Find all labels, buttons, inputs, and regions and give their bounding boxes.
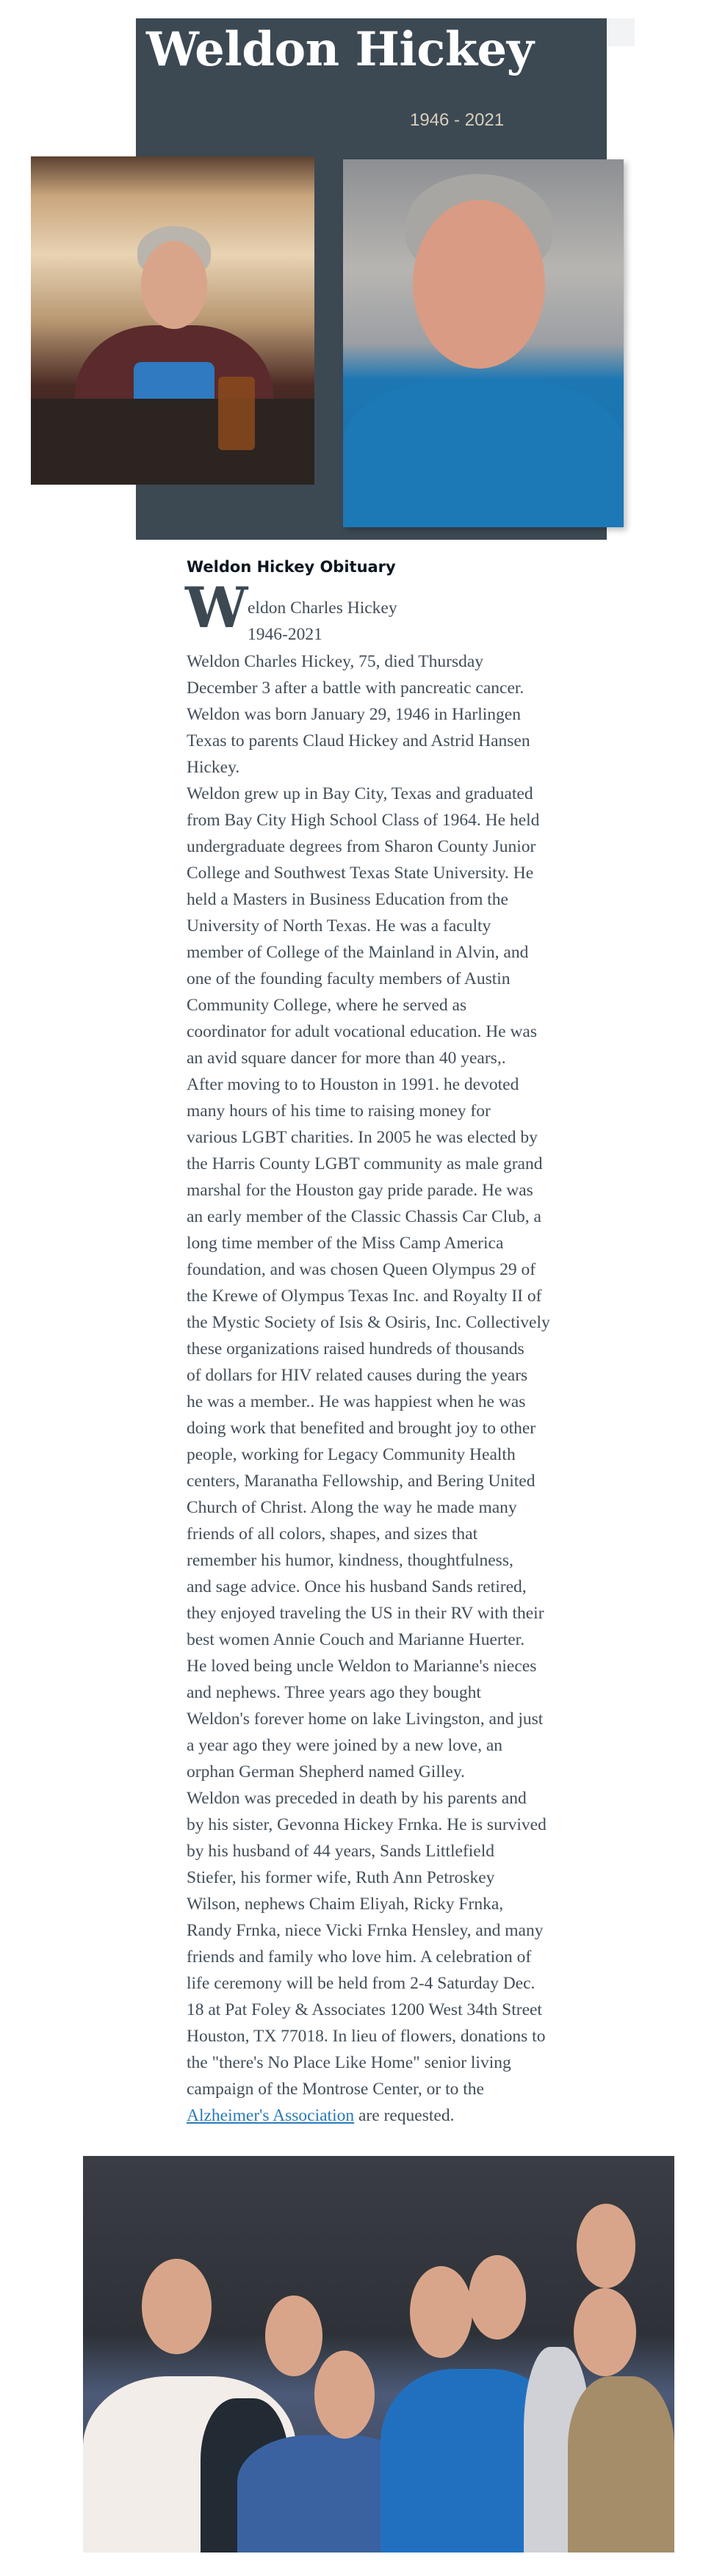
- obituary-line: marshal for the Houston gay pride parade. He was: [187, 1181, 533, 1200]
- obituary-line: College and Southwest Texas State University. He: [187, 864, 534, 883]
- obituary-line: Stiefer, his former wife, Ruth Ann Petroskey: [187, 1868, 495, 1887]
- obituary-line: Church of Christ. Along the way he made many: [187, 1498, 517, 1517]
- obituary-line: from Bay City High School Class of 1964. He held: [187, 811, 540, 830]
- obituary-line: these organizations raised hundreds of thousands: [187, 1339, 524, 1358]
- intro-name: eldon Charles Hickey: [248, 598, 397, 618]
- alzheimers-association-link[interactable]: Alzheimer's Association: [187, 2106, 355, 2125]
- page-title: Weldon Hickey: [146, 22, 534, 77]
- obituary-line: Community College, where he served as: [187, 996, 467, 1015]
- obituary-line: friends and family who love him. A celebration of: [187, 1947, 532, 1967]
- obituary-line: and nephews. Three years ago they bought: [187, 1683, 481, 1702]
- obituary-line: people, working for Legacy Community Health: [187, 1445, 516, 1464]
- obituary-line: member of College of the Mainland in Alvin, and: [187, 943, 529, 962]
- obituary-line: the Mystic Society of Isis & Osiris, Inc. Collectively: [187, 1313, 550, 1332]
- obituary-line: After moving to to Houston in 1991. he devoted: [187, 1075, 519, 1094]
- obituary-line: of dollars for HIV related causes during the years: [187, 1366, 528, 1385]
- obituary-line: campaign of the Montrose Center, or to the: [187, 2080, 484, 2099]
- obituary-line: the "there's No Place Like Home" senior living: [187, 2053, 511, 2072]
- obituary-line: undergraduate degrees from Sharon County Junior: [187, 837, 536, 856]
- obituary-line: a year ago they were joined by a new love, an: [187, 1736, 502, 1755]
- obituary-line: Weldon was born January 29, 1946 in Harlingen: [187, 705, 521, 724]
- obituary-line: friends of all colors, shapes, and sizes that: [187, 1524, 478, 1544]
- obituary-line: Hickey.: [187, 758, 240, 777]
- obituary-line: life ceremony will be held from 2-4 Saturday Dec.: [187, 1974, 536, 1993]
- obituary-line: Weldon Charles Hickey, 75, died Thursday: [187, 652, 484, 671]
- obituary-line: an early member of the Classic Chassis Car Club, a: [187, 1207, 541, 1226]
- photo-weldon-at-table: [31, 156, 314, 485]
- obituary-line: Weldon grew up in Bay City, Texas and graduated: [187, 784, 533, 803]
- obituary-line: the Harris County LGBT community as male grand: [187, 1154, 543, 1173]
- life-dates: 1946 - 2021: [410, 110, 505, 130]
- obituary-line: various LGBT charities. In 2005 he was elected by: [187, 1128, 538, 1147]
- hero-corner-accent: [607, 18, 635, 46]
- obituary-line: by his sister, Gevonna Hickey Frnka. He is survived: [187, 1815, 547, 1834]
- obituary-line: remember his humor, kindness, thoughtfulness,: [187, 1551, 513, 1570]
- obituary-intro: [248, 595, 397, 648]
- obituary-line: and sage advice. Once his husband Sands retired,: [187, 1577, 527, 1596]
- closing-text: are requested.: [354, 2106, 455, 2125]
- obituary-closing-line: [187, 2102, 550, 2129]
- obituary-line: Texas to parents Claud Hickey and Astrid Hansen: [187, 731, 530, 750]
- obituary-line: long time member of the Miss Camp America: [187, 1234, 504, 1253]
- obituary-line: many hours of his time to raising money for: [187, 1101, 491, 1121]
- photo-group-of-friends: [83, 2156, 674, 2553]
- obituary-line: doing work that benefited and brought joy to other: [187, 1419, 536, 1438]
- obituary-line: 18 at Pat Foley & Associates 1200 West 34th Street: [187, 2000, 542, 2019]
- obituary-body: [187, 648, 550, 2129]
- obituary-line: he was a member.. He was happiest when he was: [187, 1392, 526, 1411]
- obituary-line: Wilson, nephews Chaim Eliyah, Ricky Frnka,: [187, 1895, 504, 1914]
- obituary-line: best women Annie Couch and Marianne Huerter.: [187, 1630, 525, 1649]
- obituary-line: by his husband of 44 years, Sands Littlefield: [187, 1842, 495, 1861]
- obituary-heading: Weldon Hickey Obituary: [187, 558, 396, 576]
- drop-cap: W: [185, 575, 248, 640]
- obituary-line: an avid square dancer for more than 40 years,.: [187, 1049, 506, 1068]
- intro-dates: 1946-2021: [248, 625, 322, 644]
- obituary-line: University of North Texas. He was a faculty: [187, 916, 491, 936]
- obituary-line: Houston, TX 77018. In lieu of flowers, donations to: [187, 2027, 546, 2046]
- obituary-line: Weldon's forever home on lake Livingston, and just: [187, 1710, 544, 1729]
- obituary-line: orphan German Shepherd named Gilley.: [187, 1762, 465, 1781]
- obituary-line: Randy Frnka, niece Vicki Frnka Hensley, and many: [187, 1921, 544, 1940]
- obituary-line: one of the founding faculty members of Austin: [187, 969, 511, 988]
- obituary-line: December 3 after a battle with pancreatic cancer.: [187, 679, 524, 698]
- obituary-line: held a Masters in Business Education from the: [187, 890, 508, 909]
- obituary-line: centers, Maranatha Fellowship, and Bering United: [187, 1472, 536, 1491]
- obituary-line: coordinator for adult vocational education. He was: [187, 1022, 538, 1041]
- photo-weldon-portrait: [343, 159, 624, 527]
- obituary-line: they enjoyed traveling the US in their RV with their: [187, 1604, 544, 1623]
- obituary-line: He loved being uncle Weldon to Marianne's nieces: [187, 1657, 537, 1676]
- obituary-line: Weldon was preceded in death by his parents and: [187, 1789, 527, 1808]
- obituary-line: foundation, and was chosen Queen Olympus 29 of: [187, 1260, 536, 1279]
- obituary-line: the Krewe of Olympus Texas Inc. and Royalty II of: [187, 1287, 542, 1306]
